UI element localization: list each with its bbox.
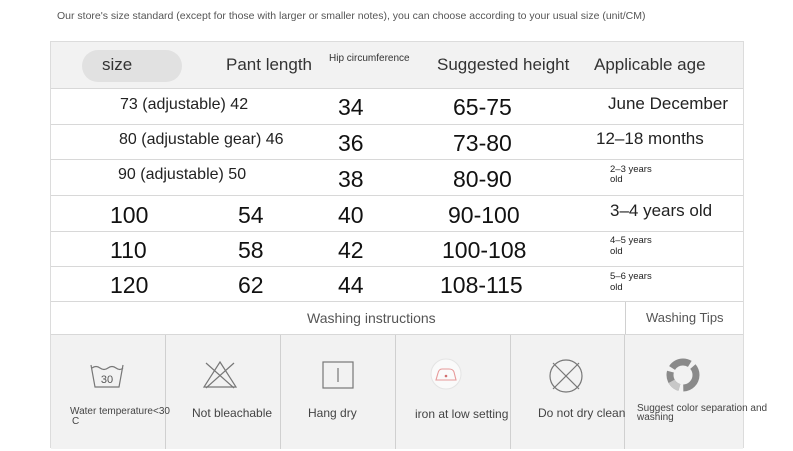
wash-30-label: Water temperature<30	[70, 406, 170, 417]
wash-30-icon	[89, 361, 125, 389]
age-value-line2: old	[610, 174, 623, 185]
no-bleach-label: Not bleachable	[192, 406, 273, 420]
hip-value: 38	[338, 166, 364, 192]
size-length: 90 (adjustable) 50	[118, 166, 247, 183]
size-value: 100	[110, 202, 149, 228]
no-dry-clean-label: Do not dry clean	[538, 406, 626, 420]
hip-value: 42	[338, 237, 364, 263]
age-value-line1: 4–5 years	[610, 235, 652, 246]
color-separation-label: Suggest color separation and	[637, 403, 768, 414]
size-length: 73 (adjustable) 42	[120, 96, 249, 113]
hang-dry-icon	[321, 360, 355, 390]
table-row	[51, 266, 743, 301]
no-dry-clean-icon	[547, 357, 585, 395]
iron-low-cell	[396, 335, 511, 449]
table-row	[51, 159, 743, 195]
size-chart-panel	[50, 41, 768, 448]
hip-value: 34	[338, 94, 364, 120]
height-value: 73-80	[453, 130, 512, 156]
hip-value: 40	[338, 202, 364, 228]
length-value: 54	[238, 202, 264, 228]
table-row	[51, 195, 743, 231]
header-height: Suggested height	[437, 55, 570, 74]
table-row	[51, 231, 743, 266]
svg-text:30: 30	[100, 374, 114, 386]
hip-value: 36	[338, 130, 364, 156]
washing-divider	[625, 302, 626, 334]
washing-instructions-title: Washing instructions	[307, 310, 436, 326]
height-value: 108-115	[440, 272, 523, 298]
no-bleach-cell	[166, 335, 281, 449]
iron-low-icon	[429, 357, 463, 391]
length-value: 62	[238, 272, 264, 298]
header-age: Applicable age	[594, 55, 706, 74]
wash-30-cell	[51, 335, 170, 449]
height-value: 80-90	[453, 166, 512, 192]
no-dry-clean-cell	[511, 335, 625, 449]
table-row	[51, 88, 743, 124]
color-separation-cell	[625, 335, 768, 449]
age-value-line1: 5–6 years	[610, 271, 652, 282]
hang-dry-label: Hang dry	[308, 406, 357, 420]
washing-tips-title: Washing Tips	[646, 310, 724, 325]
height-value: 90-100	[448, 202, 520, 228]
color-separation-icon	[665, 357, 701, 393]
table-header	[51, 42, 743, 88]
age-value: 12–18 months	[596, 129, 704, 148]
washing-header	[51, 301, 743, 335]
age-value-line2: old	[610, 246, 623, 257]
size-value: 110	[110, 237, 147, 263]
age-value: 3–4 years old	[610, 201, 713, 220]
hip-value: 44	[338, 272, 364, 298]
washing-icons-row	[51, 335, 768, 449]
color-separation-label-line2: washing	[637, 412, 674, 423]
header-pant-length: Pant length	[226, 55, 313, 74]
height-value: 65-75	[453, 94, 512, 120]
size-standard-note: Our store's size standard (except for those with larger or smaller notes), you can choose according to your usual size (unit/CM)	[57, 10, 646, 22]
length-value: 58	[238, 237, 264, 263]
wash-30-label-line2: C	[72, 416, 80, 427]
age-value: June December	[608, 94, 729, 113]
table-row	[51, 124, 743, 159]
header-hip: Hip circumference	[329, 53, 410, 64]
iron-low-label: iron at low setting	[415, 407, 509, 421]
height-value: 100-108	[442, 237, 527, 263]
age-value-line2: old	[610, 282, 623, 293]
header-size: size	[102, 55, 133, 74]
hang-dry-cell	[281, 335, 396, 449]
size-length: 80 (adjustable gear) 46	[119, 131, 284, 148]
age-value-line1: 2–3 years	[610, 164, 652, 175]
size-value: 120	[110, 272, 149, 298]
no-bleach-icon	[202, 359, 238, 389]
